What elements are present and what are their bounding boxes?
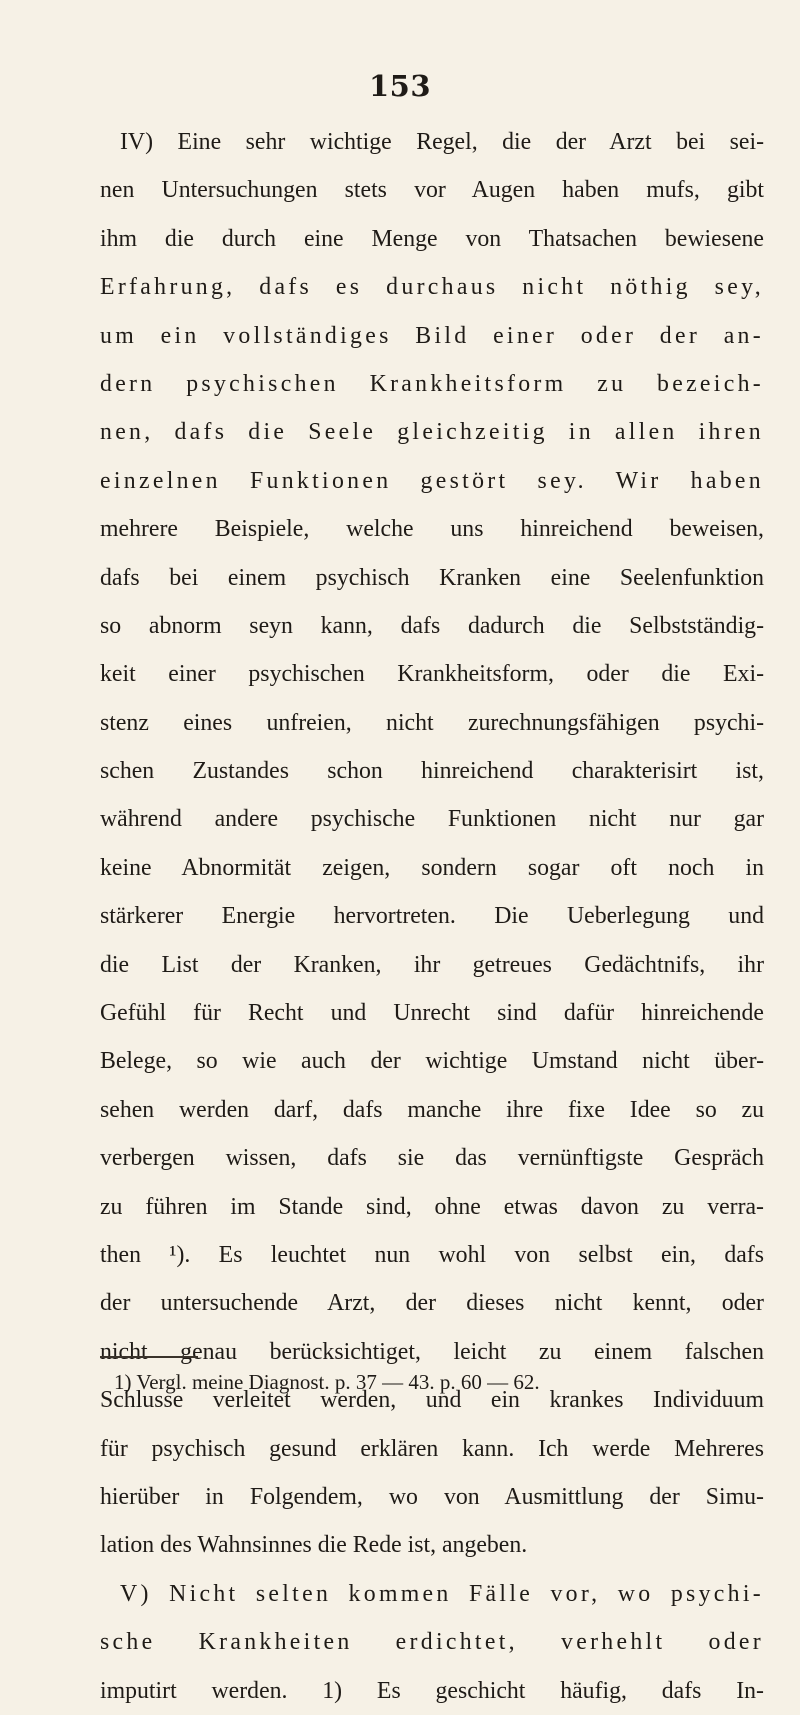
text-line: then ¹). Es leuchtet nun wohl von selbst ein, dafs bbox=[100, 1241, 764, 1268]
text-line: keine Abnormität zeigen, sondern sogar oft noch in bbox=[100, 854, 764, 881]
text-line: nen Untersuchungen stets vor Augen haben mufs, gibt bbox=[100, 177, 764, 204]
text-line: Belege, so wie auch der wichtige Umstand nicht über- bbox=[100, 1048, 764, 1075]
page-number: 153 bbox=[368, 69, 432, 103]
text-line: so abnorm seyn kann, dafs dadurch die Selbstständig- bbox=[100, 612, 764, 639]
text-line: nicht genau berücksichtiget, leicht zu einem falschen bbox=[100, 1338, 764, 1365]
body-text bbox=[100, 118, 764, 1715]
text-line: V) Nicht selten kommen Fälle vor, wo psychi- bbox=[120, 1580, 764, 1607]
text-line: imputirt werden. 1) Es geschicht häufig, dafs In- bbox=[100, 1677, 764, 1704]
text-line: um ein vollständiges Bild einer oder der an- bbox=[100, 322, 764, 349]
text-line: verbergen wissen, dafs sie das vernünftigste Gespräch bbox=[100, 1145, 764, 1172]
text-line: stärkerer Energie hervortreten. Die Ueberlegung und bbox=[100, 903, 764, 930]
text-line: während andere psychische Funktionen nicht nur gar bbox=[100, 806, 764, 833]
text-line: einzelnen Funktionen gestört sey. Wir haben bbox=[100, 467, 764, 494]
text-line: ihm die durch eine Menge von Thatsachen bewiesene bbox=[100, 225, 764, 252]
text-line: für psychisch gesund erklären kann. Ich werde Mehreres bbox=[100, 1435, 764, 1462]
text-line: lation des Wahnsinnes die Rede ist, angeben. bbox=[100, 1532, 528, 1559]
footnote-rule bbox=[100, 1356, 198, 1358]
text-line: stenz eines unfreien, nicht zurechnungsfähigen psychi- bbox=[100, 709, 764, 736]
text-line: dafs bei einem psychisch Kranken eine Seelenfunktion bbox=[100, 564, 764, 591]
text-line: die List der Kranken, ihr getreues Gedächtnifs, ihr bbox=[100, 951, 764, 978]
footnote: 1) Vergl. meine Diagnost. p. 37 — 43. p. 60 — 62. bbox=[114, 1370, 540, 1394]
text-line: sehen werden darf, dafs manche ihre fixe Idee so zu bbox=[100, 1096, 764, 1123]
text-line: mehrere Beispiele, welche uns hinreichend beweisen, bbox=[100, 516, 764, 543]
text-line: der untersuchende Arzt, der dieses nicht kennt, oder bbox=[100, 1290, 764, 1317]
text-line: Gefühl für Recht und Unrecht sind dafür hinreichende bbox=[100, 1000, 764, 1027]
text-line: hierüber in Folgendem, wo von Ausmittlung der Simu- bbox=[100, 1483, 764, 1510]
text-line: keit einer psychischen Krankheitsform, oder die Exi- bbox=[100, 661, 764, 688]
text-line: Schlusse verleitet werden, und ein krankes Individuum bbox=[100, 1387, 764, 1414]
text-line: Erfahrung, dafs es durchaus nicht nöthig sey, bbox=[100, 274, 764, 301]
text-line: nen, dafs die Seele gleichzeitig in allen ihren bbox=[100, 419, 764, 446]
text-line: dern psychischen Krankheitsform zu bezeich- bbox=[100, 370, 764, 397]
text-line: zu führen im Stande sind, ohne etwas davon zu verra- bbox=[100, 1193, 764, 1220]
text-line: schen Zustandes schon hinreichend charakterisirt ist, bbox=[100, 758, 764, 785]
text-line: IV) Eine sehr wichtige Regel, die der Arzt bei sei- bbox=[120, 129, 764, 155]
text-line: sche Krankheiten erdichtet, verhehlt oder bbox=[100, 1629, 764, 1656]
